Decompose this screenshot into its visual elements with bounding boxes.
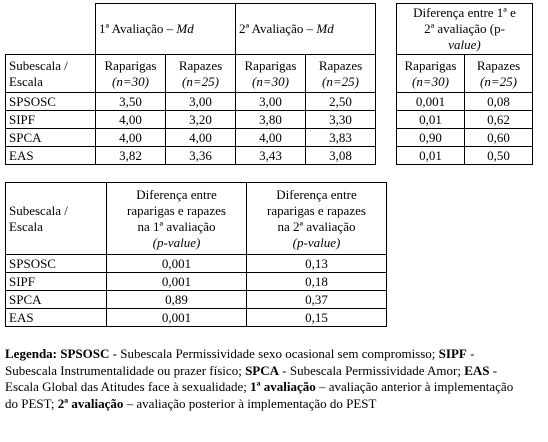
table-row xyxy=(397,129,533,147)
col-header-line: na 1ª avaliação xyxy=(137,218,216,234)
legend-text: - Escala Global das Atitudes face à sexualidade; xyxy=(5,362,498,394)
table-row xyxy=(6,273,387,291)
legend-term: SIPF xyxy=(438,346,467,361)
legend-text: - Subescala Permissividade sexo ocasional sem compromisso; xyxy=(109,346,439,361)
cell: 0,60 xyxy=(465,129,533,147)
row-label: SIPF xyxy=(6,111,96,129)
cell: 0,13 xyxy=(247,255,387,273)
col-header-label: Rapazes xyxy=(476,57,521,73)
col-header-n: (n=30) xyxy=(112,73,149,89)
subscale-header xyxy=(6,55,96,93)
legend-text: – avaliação anterior à implementação do PEST; xyxy=(5,379,514,411)
table-row xyxy=(6,111,376,129)
cell: 4,00 xyxy=(236,129,306,147)
col-header-line: Diferença entre xyxy=(136,186,217,202)
col-header-label: Rapazes xyxy=(318,57,363,73)
table-row xyxy=(6,93,376,111)
table-row xyxy=(6,147,376,165)
cell: 0,001 xyxy=(107,255,247,273)
cell: 2,50 xyxy=(306,93,376,111)
table-row xyxy=(6,309,387,327)
col-header xyxy=(397,55,465,93)
cell: 3,08 xyxy=(306,147,376,165)
col-header-n: (n=25) xyxy=(182,73,219,89)
table-row xyxy=(6,291,387,309)
subscale-header-line2: Escala xyxy=(9,73,43,89)
subscale-header xyxy=(6,183,107,255)
cell: 0,01 xyxy=(397,111,465,129)
col-header-line: Diferença entre xyxy=(276,186,357,202)
legend-term: SPCA xyxy=(245,362,280,378)
group-header-2-md: Md xyxy=(316,21,334,36)
difference-title xyxy=(397,4,533,55)
col-header-label: Raparigas xyxy=(244,57,297,73)
table-row xyxy=(6,129,376,147)
cell: 3,36 xyxy=(166,147,236,165)
cell: 3,20 xyxy=(166,111,236,129)
legend-title: Legenda: xyxy=(5,346,57,361)
group-header-1-text: 1ª Avaliação – xyxy=(99,21,177,36)
col-header xyxy=(236,55,306,93)
col-header-line: (p-value) xyxy=(292,234,341,250)
col-header-n: (n=30) xyxy=(252,73,289,89)
row-label: SPCA xyxy=(6,129,96,147)
cell: 4,00 xyxy=(96,129,166,147)
cell: 0,90 xyxy=(397,129,465,147)
cell: 3,43 xyxy=(236,147,306,165)
row-label: EAS xyxy=(6,147,96,165)
cell: 3,00 xyxy=(236,93,306,111)
difference-title-line1: Diferença entre 1ª e xyxy=(413,5,516,20)
cell: 0,15 xyxy=(247,309,387,327)
empty-corner xyxy=(6,4,96,55)
col-header-n: (n=25) xyxy=(322,73,359,89)
cell: 3,83 xyxy=(306,129,376,147)
row-label: SPCA xyxy=(6,291,107,309)
col-header xyxy=(247,183,387,255)
legend-term: EAS xyxy=(464,362,490,378)
col-header-label: Raparigas xyxy=(104,57,157,73)
col-header xyxy=(465,55,533,93)
cell: 0,001 xyxy=(107,273,247,291)
col-header-line: (p-value) xyxy=(152,234,201,250)
table-row xyxy=(397,111,533,129)
legend xyxy=(5,346,525,412)
group-header-1 xyxy=(96,4,236,55)
cell: 0,001 xyxy=(107,309,247,327)
legend-term: 2ª avaliação xyxy=(57,395,124,411)
cell: 0,18 xyxy=(247,273,387,291)
legend-text: - Subescala Instrumentalidade ou prazer físico; xyxy=(5,346,475,378)
col-header-label: Rapazes xyxy=(178,57,223,73)
cell: 3,00 xyxy=(166,93,236,111)
table-row xyxy=(6,255,387,273)
row-label: SPSOSC xyxy=(6,255,107,273)
difference-title-line2: 2ª avaliação (p- xyxy=(424,21,505,36)
col-header-n: (n=30) xyxy=(412,73,449,89)
cell: 3,82 xyxy=(96,147,166,165)
cell: 3,80 xyxy=(236,111,306,129)
col-header-line: na 2ª avaliação xyxy=(277,218,356,234)
subscale-header-line1: Subescala / xyxy=(9,202,68,218)
cell: 0,08 xyxy=(465,93,533,111)
cell: 4,00 xyxy=(96,111,166,129)
cell: 4,00 xyxy=(166,129,236,147)
legend-text: – avaliação posterior à implementação do PEST xyxy=(123,395,377,411)
subscale-header-line1: Subescala / xyxy=(9,57,68,73)
group-header-2-text: 2ª Avaliação – xyxy=(239,21,317,36)
cell: 3,50 xyxy=(96,93,166,111)
cell: 0,001 xyxy=(397,93,465,111)
col-header-label: Raparigas xyxy=(404,57,457,73)
legend-term: SPSOSC xyxy=(60,346,110,361)
row-label: EAS xyxy=(6,309,107,327)
col-header-line: raparigas e rapazes xyxy=(127,202,226,218)
table-row xyxy=(397,93,533,111)
row-label: SPSOSC xyxy=(6,93,96,111)
subscale-header-line2: Escala xyxy=(9,218,43,234)
legend-text: - Subescala Permissividade Amor; xyxy=(279,362,465,378)
group-header-1-md: Md xyxy=(176,21,194,36)
cell: 0,01 xyxy=(397,147,465,165)
evaluation-difference-table xyxy=(396,3,533,165)
cell: 0,89 xyxy=(107,291,247,309)
cell: 0,50 xyxy=(465,147,533,165)
difference-title-line3: value) xyxy=(448,37,481,52)
col-header xyxy=(96,55,166,93)
group-header-2 xyxy=(236,4,376,55)
table-row xyxy=(397,147,533,165)
legend-term: 1ª avaliação xyxy=(250,379,316,394)
cell: 3,30 xyxy=(306,111,376,129)
col-header xyxy=(107,183,247,255)
median-table xyxy=(5,3,376,165)
cell: 0,37 xyxy=(247,291,387,309)
cell: 0,62 xyxy=(465,111,533,129)
col-header xyxy=(306,55,376,93)
col-header xyxy=(166,55,236,93)
col-header-n: (n=25) xyxy=(480,73,517,89)
row-label: SIPF xyxy=(6,273,107,291)
gender-difference-table xyxy=(5,182,387,327)
col-header-line: raparigas e rapazes xyxy=(267,202,366,218)
